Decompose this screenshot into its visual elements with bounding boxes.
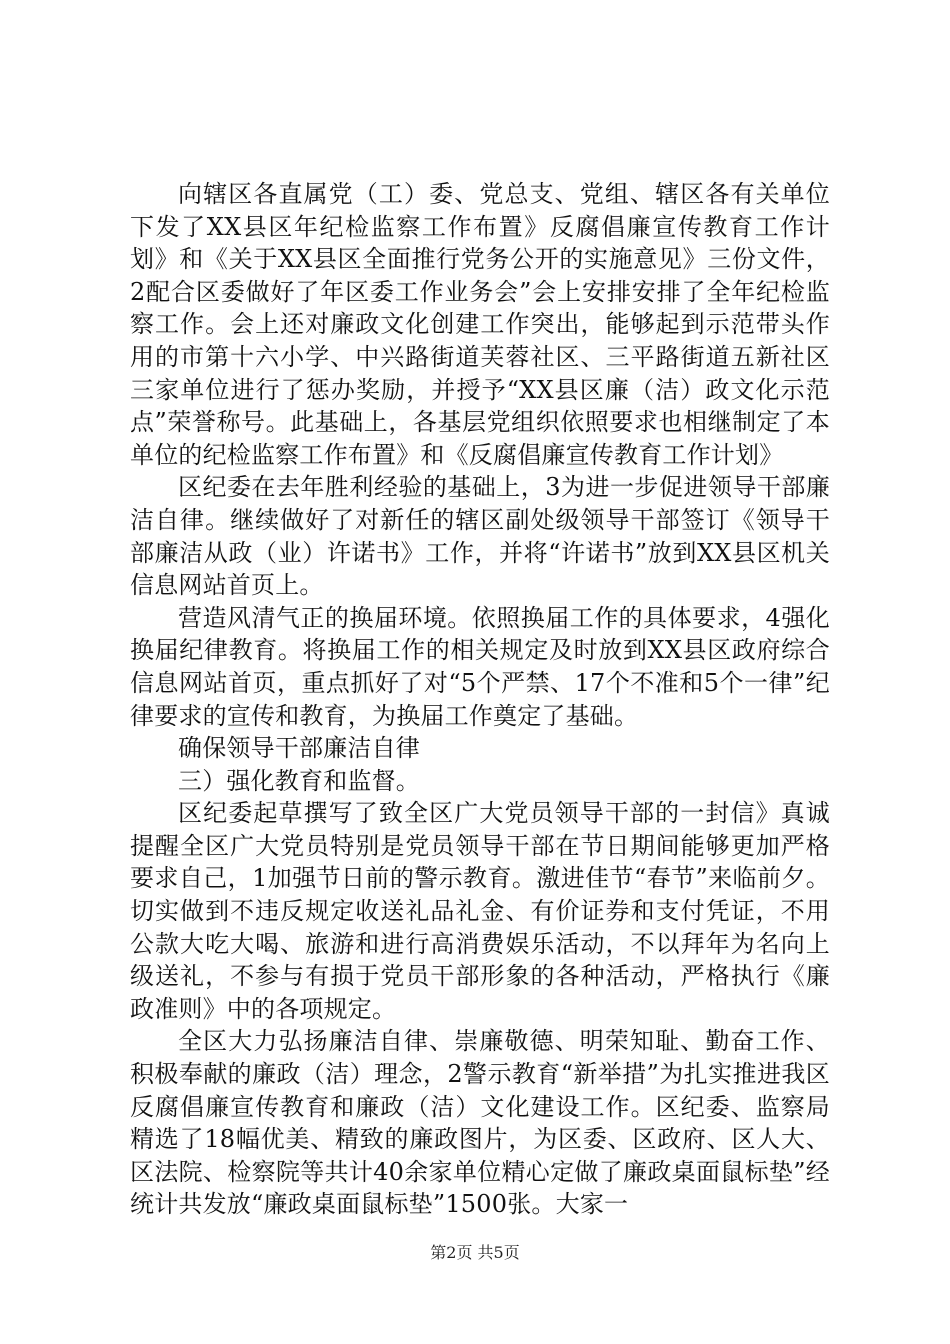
paragraph-3: 营造风清气正的换届环境。依照换届工作的具体要求，4强化换届纪律教育。将换届工作的相关规定及时放到XX县区政府综合信息网站首页，重点抓好了对“5个严禁、17个不准和5个一律”纪律要求的宣传和教育，为换届工作奠定了基础。	[130, 603, 830, 730]
paragraph-4: 确保领导干部廉洁自律	[178, 734, 420, 763]
page-number-footer: 第2页 共5页	[430, 1243, 520, 1262]
paragraph-5: 三）强化教育和监督。	[178, 766, 420, 795]
document-body	[130, 178, 830, 1221]
paragraph-7: 全区大力弘扬廉洁自律、崇廉敬德、明荣知耻、勤奋工作、积极奉献的廉政（洁）理念，2警示教育“新举措”为扎实推进我区反腐倡廉宣传教育和廉政（洁）文化建设工作。区纪委、监察局精选了18幅优美、精致的廉政图片，为区委、区政府、区人大、区法院、检察院等共计40余家单位精心定做了廉政桌面鼠标垫”经统计共发放“廉政桌面鼠标垫”1500张。大家一	[130, 1027, 830, 1219]
paragraph-6: 区纪委起草撰写了致全区广大党员领导干部的一封信》真诚提醒全区广大党员特别是党员领导干部在节日期间能够更加严格要求自己，1加强节日前的警示教育。激进佳节“春节”来临前夕。切实做到不违反规定收送礼品礼金、有价证券和支付凭证，不用公款大吃大喝、旅游和进行高消费娱乐活动，不以拜年为名向上级送礼，不参与有损于党员干部形象的各种活动，严格执行《廉政准则》中的各项规定。	[130, 799, 830, 1023]
paragraph-2: 区纪委在去年胜利经验的基础上，3为进一步促进领导干部廉洁自律。继续做好了对新任的辖区副处级领导干部签订《领导干部廉洁从政（业）许诺书》工作，并将“许诺书”放到XX县区机关信息网站首页上。	[130, 473, 830, 600]
paragraph-1: 向辖区各直属党（工）委、党总支、党组、辖区各有关单位下发了XX县区年纪检监察工作布置》反腐倡廉宣传教育工作计划》和《关于XX县区全面推行党务公开的实施意见》三份文件，2配合区委做好了年区委工作业务会”会上安排安排了全年纪检监察工作。会上还对廉政文化创建工作突出，能够起到示范带头作用的市第十六小学、中兴路街道芙蓉社区、三平路街道五新社区三家单位进行了惩办奖励，并授予“XX县区廉（洁）政文化示范点”荣誉称号。此基础上，各基层党组织依照要求也相继制定了本单位的纪检监察工作布置》和《反腐倡廉宣传教育工作计划》	[130, 180, 830, 469]
